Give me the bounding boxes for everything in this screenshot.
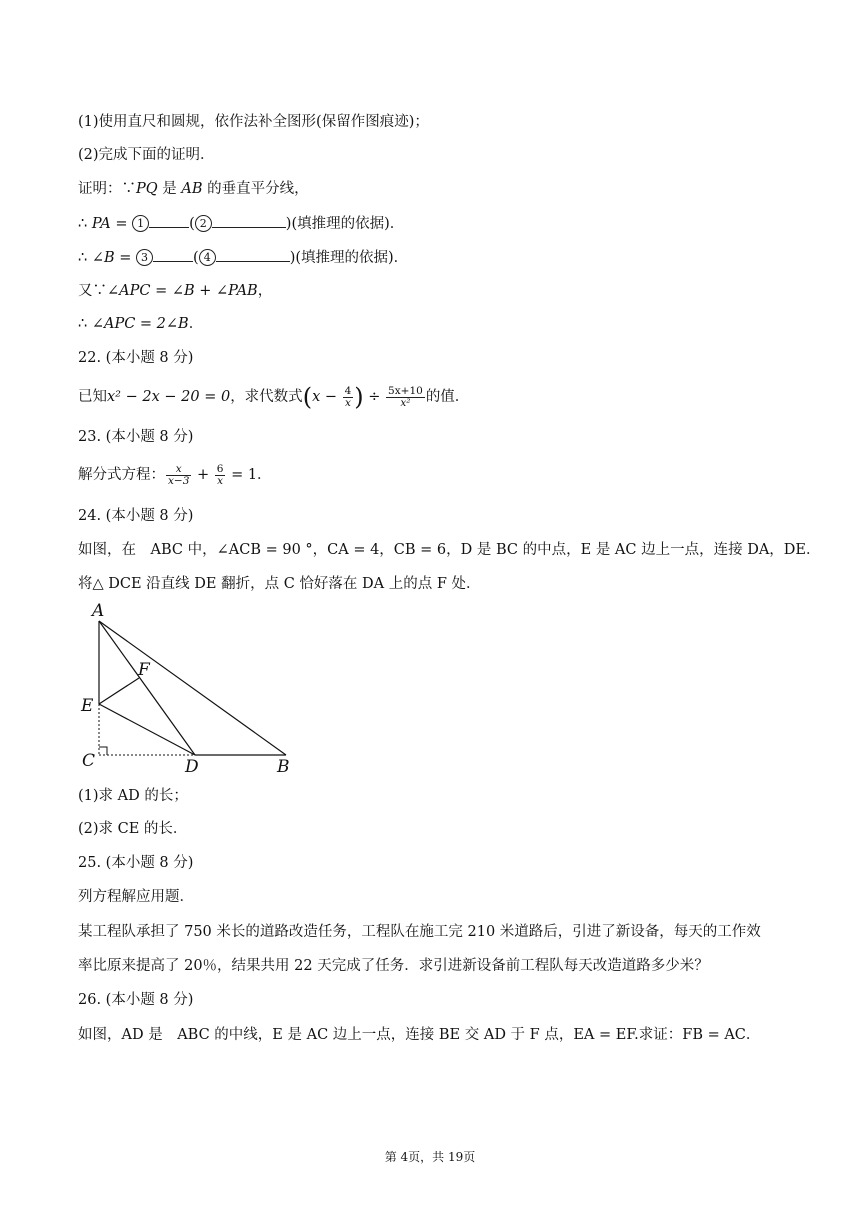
q24-line-2: 将△ DCE 沿直线 DE 翻折，点 C 恰好落在 DA 上的点 F 处． xyxy=(78,576,481,592)
segment-EF xyxy=(99,678,139,704)
q25-line-3: 率比原来提高了 20％，结果共用 22 天完成了任务．求引进新设备前工程队每天改造道路多少米？ xyxy=(78,958,709,974)
page-footer: 第 4页，共 19页 xyxy=(384,1150,476,1164)
q22-body: 已知x² − 2x − 20 = 0，求代数式(x − $\frac{4}{x}$ ) ÷ $\frac{5x+10}{\text{x²}}$ 的值． xyxy=(78,383,470,411)
q24-sub1: (1)求 AD 的长； xyxy=(78,788,188,804)
label-E: E xyxy=(81,696,94,716)
q21-sub2: (2)完成下面的证明． xyxy=(78,147,215,163)
label-D: D xyxy=(185,757,199,777)
q22-fraction-1: $\frac{4}{x}$ xyxy=(344,384,352,409)
q24-header: 24. (本小题 8 分) xyxy=(78,508,194,524)
proof-line-3: ∴ ∠B = 3 ( 4 )(填推理的依据)． xyxy=(78,247,408,268)
segment-AB xyxy=(99,621,286,755)
q25-header: 25. (本小题 8 分) xyxy=(78,855,194,871)
q23-header: 23. (本小题 8 分) xyxy=(78,429,194,445)
q24-sub2: (2)求 CE 的长． xyxy=(78,821,188,837)
segment-ED xyxy=(99,704,195,755)
q23-body: 解分式方程： $\frac{x}{x-3}$ + $\frac{6}{x}$ = 1． xyxy=(78,462,272,487)
triangle-figure xyxy=(78,600,308,778)
q26-header: 26. (本小题 8 分) xyxy=(78,992,194,1008)
proof-line-2: ∴ PA = 1 ( 2 )(填推理的依据)． xyxy=(78,213,404,234)
label-A: A xyxy=(92,601,105,621)
q21-sub1: (1)使用直尺和圆规，依作法补全图形(保留作图痕迹)； xyxy=(78,114,429,130)
answer-blank-3[interactable] xyxy=(153,247,193,262)
blank-marker-2: 2 xyxy=(195,215,212,232)
right-angle-mark xyxy=(99,747,107,755)
q22-header: 22. (本小题 8 分) xyxy=(78,350,194,366)
answer-blank-1[interactable] xyxy=(149,213,189,228)
q22-fraction-2: $\frac{5x+10}{\text{x²}}$ xyxy=(388,384,423,409)
q25-line-2: 某工程队承担了 750 米长的道路改造任务，工程队在施工完 210 米道路后，引进了新设备，每天的工作效 xyxy=(78,924,761,940)
label-B: B xyxy=(277,757,290,777)
segment-AD xyxy=(99,621,195,755)
answer-blank-4[interactable] xyxy=(216,247,290,262)
blank-marker-4: 4 xyxy=(199,249,216,266)
q23-fraction-2: $\frac{6}{x}$ xyxy=(216,462,224,487)
label-F: F xyxy=(138,660,150,680)
blank-marker-3: 3 xyxy=(136,249,153,266)
answer-blank-2[interactable] xyxy=(212,213,286,228)
blank-marker-1: 1 xyxy=(132,215,149,232)
q24-line-1: 如图，在 ABC 中，∠ACB = 90 °，CA = 4，CB = 6，D 是 BC 的中点，E 是 AC 边上一点，连接 DA，DE． xyxy=(78,542,821,558)
label-C: C xyxy=(82,751,96,771)
q23-fraction-1: $\frac{x}{x-3}$ xyxy=(168,462,190,487)
proof-line-5: ∴ ∠APC = 2∠B． xyxy=(78,316,204,332)
proof-line-1: 证明：∵PQ 是 AB 的垂直平分线， xyxy=(78,181,309,197)
q25-line-1: 列方程解应用题． xyxy=(78,889,194,905)
proof-line-4: 又∵∠APC = ∠B + ∠PAB， xyxy=(78,283,273,299)
q26-line-1: 如图，AD 是 ABC 的中线，E 是 AC 边上一点，连接 BE 交 AD 于 F 点，EA = EF.求证：FB = AC． xyxy=(78,1027,761,1043)
